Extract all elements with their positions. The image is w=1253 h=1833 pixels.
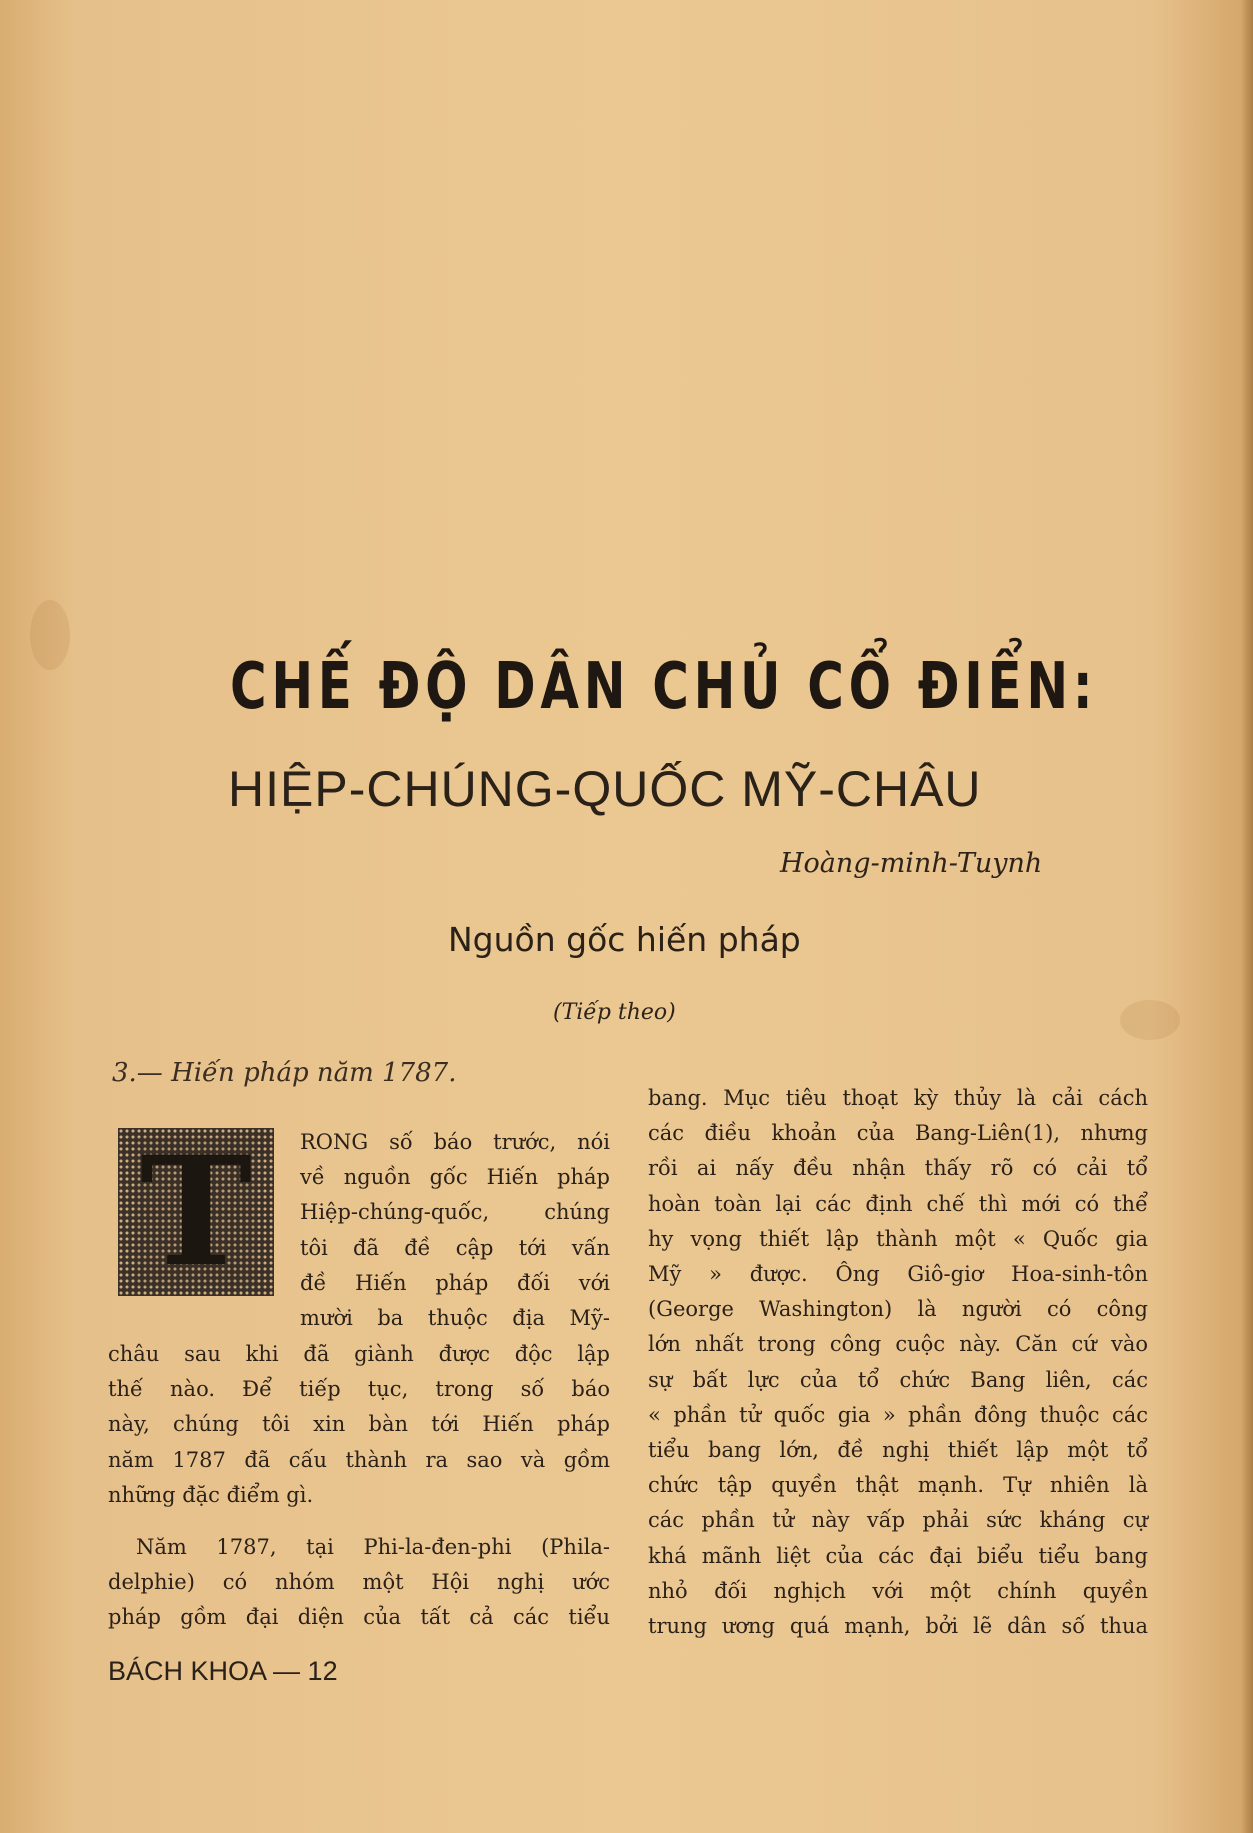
text-line: khá mãnh liệt của các đại biểu tiểu bang (648, 1543, 1148, 1568)
article-subtitle-country: HIỆP-CHÚNG-QUỐC MỸ-CHÂU (228, 761, 982, 817)
text-line: này, chúng tôi xin bàn tới Hiến pháp (108, 1412, 610, 1437)
text-line: tiểu bang lớn, đề nghị thiết lập một tổ (648, 1438, 1148, 1463)
text-line: Hiệp-chúng-quốc, chúng (300, 1200, 610, 1225)
text-line: châu sau khi đã giành được độc lập (108, 1342, 610, 1366)
text-line: về nguồn gốc Hiến pháp (300, 1165, 610, 1190)
author-signature: Hoàng-minh-Tuynh (780, 848, 1043, 879)
paper-stain (1120, 1000, 1180, 1040)
text-line: mười ba thuộc địa Mỹ- (300, 1306, 610, 1331)
section-heading: 3.— Hiến pháp năm 1787. (112, 1058, 457, 1088)
text-line: tôi đã đề cập tới vấn (300, 1235, 610, 1260)
text-line: hy vọng thiết lập thành một « Quốc gia (648, 1226, 1148, 1251)
text-line: Mỹ » được. Ông Giô-giơ Hoa-sinh-tôn (648, 1262, 1148, 1287)
right-column (648, 1081, 1148, 1644)
continued-note: (Tiếp theo) (553, 1000, 676, 1025)
left-column-paragraph-1 (108, 1337, 610, 1513)
left-column-indented (300, 1125, 610, 1336)
text-line: các điều khoản của Bang-Liên(1), nhưng (648, 1121, 1148, 1146)
text-line: trung ương quá mạnh, bởi lẽ dân số thua (648, 1614, 1148, 1639)
page-footer: BÁCH KHOA — 12 (108, 1656, 338, 1686)
text-line: (George Washington) là người có công (648, 1297, 1148, 1322)
text-line: đề Hiến pháp đối với (300, 1270, 610, 1295)
text-line: pháp gồm đại diện của tất cả các tiểu (108, 1605, 610, 1630)
text-line: thế nào. Để tiếp tục, trong số báo (108, 1377, 610, 1402)
text-line: nhỏ đối nghịch với một chính quyền (648, 1578, 1148, 1603)
paper-stain (30, 600, 70, 670)
text-line: lớn nhất trong công cuộc này. Căn cứ vào (648, 1332, 1148, 1357)
text-line: hoàn toàn lại các định chế thì mới có thể (648, 1191, 1148, 1216)
text-line: sự bất lực của tổ chức Bang liên, các (648, 1367, 1148, 1392)
text-line: chức tập quyền thật mạnh. Tự nhiên là (648, 1473, 1148, 1498)
text-line: « phần tử quốc gia » phần đông thuộc các (648, 1402, 1148, 1427)
left-column-paragraph-2 (108, 1530, 610, 1636)
drop-cap (118, 1124, 274, 1300)
text-line: Năm 1787, tại Phi-la-đen-phi (Phila- (136, 1535, 610, 1559)
page-edge-shadow (1241, 0, 1253, 1833)
section-title: Nguồn gốc hiến pháp (448, 920, 801, 959)
text-line: những đặc điểm gì. (108, 1482, 314, 1507)
text-line: các phần tử này vấp phải sức kháng cự (648, 1508, 1148, 1533)
text-line: RONG số báo trước, nói (300, 1130, 610, 1154)
text-line: bang. Mục tiêu thoạt kỳ thủy là cải cách (648, 1086, 1148, 1110)
article-title: CHẾ ĐỘ DÂN CHỦ CỔ ĐIỂN: (230, 650, 1098, 724)
text-line: năm 1787 đã cấu thành ra sao và gồm (108, 1447, 610, 1472)
text-line: delphie) có nhóm một Hội nghị ước (108, 1570, 610, 1595)
text-line: rồi ai nấy đều nhận thấy rõ có cải tổ (648, 1156, 1148, 1181)
drop-cap-letter: T (136, 1137, 256, 1287)
